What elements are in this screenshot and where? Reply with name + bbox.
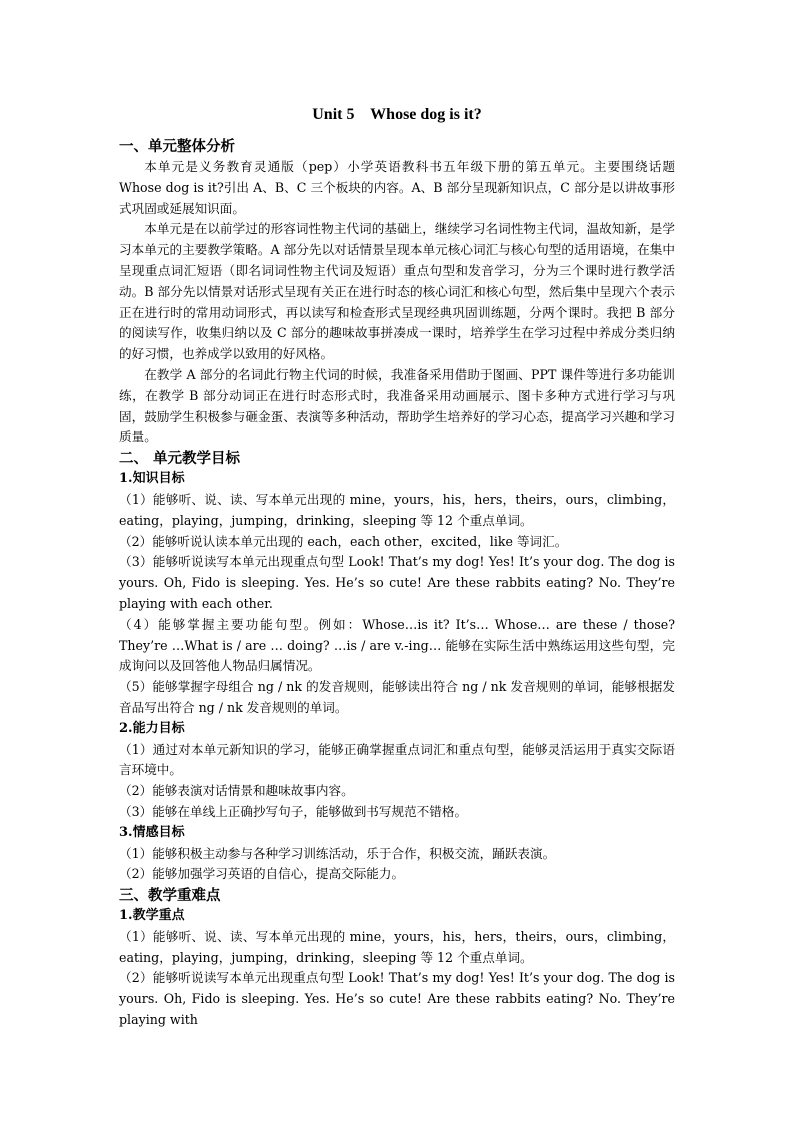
emotional-goal-item: （1）能够积极主动参与各种学习训练活动，乐于合作，积极交流，踊跃表演。: [119, 845, 556, 861]
knowledge-goal-item: （1）能够听、说、读、写本单元出现的 mine，yours，his，hers，theirs，ours，climbing，eating，playing，jumping，drinking，sleeping 等 12 个重点单词。: [119, 491, 675, 528]
page-title: Unit 5 Whose dog is it?: [312, 106, 482, 123]
teaching-focus-item: （1）能够听、说、读、写本单元出现的 mine，yours，his，hers，theirs，ours，climbing，eating，playing，jumping，drinking，sleeping 等 12 个重点单词。: [119, 928, 675, 965]
subheading-ability-goals: 2.能力目标: [119, 720, 185, 736]
section-heading-unit-analysis: 一、单元整体分析: [119, 138, 235, 155]
ability-goal-item: （3）能够在单线上正确抄写句子，能够做到书写规范不错格。: [119, 803, 468, 819]
knowledge-goal-item: （4）能够掌握主要功能句型。例如：Whose…is it? It’s… Whose… are these / those? They’re …What is / are … doing? …is / are v.-ing… 能够在实际生活中熟练运用这些句型，完成询问以及回答他人物品归属情况。: [119, 616, 675, 674]
knowledge-goal-item: （3）能够听说读写本单元出现重点句型 Look! That’s my dog! Yes! It’s your dog. The dog is yours. Oh, Fido is sleeping. Yes. He’s so cute! Are these rabbits eating? No. They’re playing with each other.: [119, 554, 675, 611]
subheading-knowledge-goals: 1.知识目标: [119, 471, 185, 487]
section-heading-key-points: 三、教学重难点: [119, 887, 221, 905]
paragraph-unit-strategy: 本单元是在以前学过的形容词性物主代词的基础上，继续学习名词性物主代词，温故知新，是学习本单元的主要教学策略。A 部分先以对话情景呈现本单元核心词汇与核心句型的适用语境，在集中呈现重点词汇短语（即名词词性物主代词及短语）重点句型和发音学习，分为三个课时进行教学活动。B 部分先以情景对话形式呈现有关正在进行时态的核心词汇和核心句型，然后集中呈现六个表示正在进行时的常用动词形式，再以读写和检查形式呈现经典巩固训练题，分两个课时。我把 B 部分的阅读写作，收集归纳以及 C 部分的趣味故事拼凑成一课时，培养学生在学习过程中养成分类归纳的好习惯，也养成学以致用的好风格。: [119, 221, 675, 362]
paragraph-teaching-method: 在教学 A 部分的名词此行物主代词的时候，我准备采用借助于图画、PPT 课件等进行多功能训练，在教学 B 部分动词正在进行时态形式时，我准备采用动画展示、图卡多种方式进行学习与巩固，鼓励学生积极参与砸金蛋、表演等多种活动，帮助学生培养好的学习心态，提高学习兴趣和学习质量。: [119, 366, 675, 445]
section-heading-teaching-goals: 二、 单元教学目标: [119, 450, 241, 468]
ability-goal-item: （1）通过对本单元新知识的学习，能够正确掌握重点词汇和重点句型，能够灵活运用于真实交际语言环境中。: [119, 741, 675, 778]
subheading-emotional-goals: 3.情感目标: [119, 824, 185, 840]
knowledge-goal-item: （5）能够掌握字母组合 ng / nk 的发音规则，能够读出符合 ng / nk 发音规则的单词，能够根据发音品写出符合 ng / nk 发音规则的单词。: [119, 679, 675, 715]
paragraph-unit-intro: 本单元是义务教育灵通版（pep）小学英语教科书五年级下册的第五单元。主要围绕话题 Whose dog is it?引出 A、B、C 三个板块的内容。A、B 部分呈现新知识点，C 部分是以讲故事形式巩固或延展知识面。: [119, 159, 675, 216]
teaching-focus-item: （2）能够听说读写本单元出现重点句型 Look! That’s my dog! Yes! It’s your dog. The dog is yours. Oh, Fido is sleeping. Yes. He’s so cute! Are these rabbits eating? No. They’re playing with: [119, 970, 675, 1028]
subheading-teaching-focus: 1.教学重点: [119, 908, 185, 924]
knowledge-goal-item: （2）能够听说认读本单元出现的 each，each other，excited，like 等词汇。: [119, 533, 568, 549]
document-body: [119, 136, 675, 1031]
emotional-goal-item: （2）能够加强学习英语的自信心，提高交际能力。: [119, 866, 405, 882]
ability-goal-item: （2）能够表演对话情景和趣味故事内容。: [119, 783, 354, 799]
